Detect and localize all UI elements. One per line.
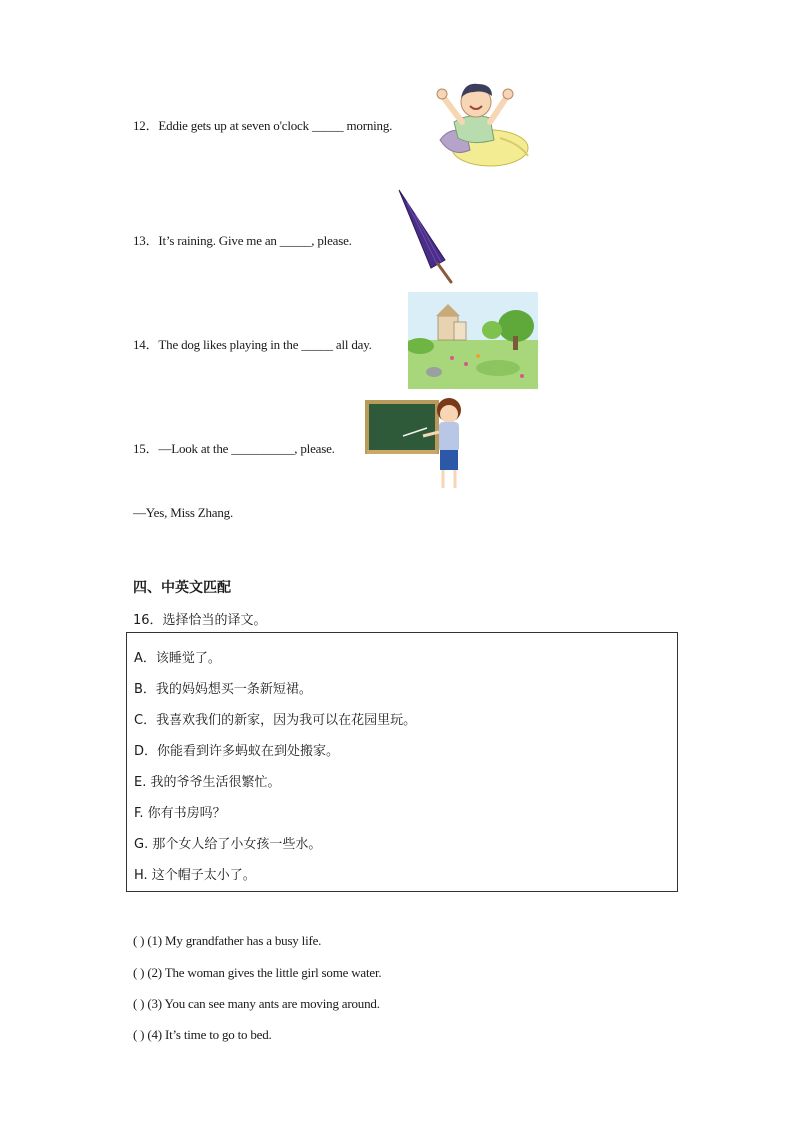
options-box xyxy=(126,632,678,892)
question-text: —Look at the __________, please. xyxy=(158,441,335,456)
match-row-1 xyxy=(133,933,321,949)
question-number: 15． xyxy=(133,441,159,456)
match-text: (3) You can see many ants are moving around. xyxy=(147,996,380,1011)
boy-waking-up-icon xyxy=(430,78,535,174)
match-row-4 xyxy=(133,1027,272,1043)
question-16-prompt: 16．选择恰当的译文。 xyxy=(133,613,267,628)
park-icon xyxy=(408,292,538,389)
match-text: (1) My grandfather has a busy life. xyxy=(147,933,322,948)
question-number: 14． xyxy=(133,337,159,352)
question-number: 13． xyxy=(133,233,159,248)
question-12 xyxy=(133,115,392,134)
answer-bracket[interactable]: ( ) xyxy=(133,965,145,980)
question-text: It’s raining. Give me an _____, please. xyxy=(158,233,352,248)
answer-bracket[interactable]: ( ) xyxy=(133,996,145,1011)
option-e: E. 我的爷爷生活很繁忙。 xyxy=(134,775,281,790)
question-text: The dog likes playing in the _____ all day. xyxy=(158,337,372,352)
question-number: 12． xyxy=(133,118,159,133)
match-text: (4) It’s time to go to bed. xyxy=(147,1027,272,1042)
q15-reply: —Yes, Miss Zhang. xyxy=(133,505,234,520)
option-a: A．该睡觉了。 xyxy=(134,651,221,666)
match-row-2 xyxy=(133,965,381,981)
match-row-3 xyxy=(133,996,380,1012)
option-g: G. 那个女人给了小女孩一些水。 xyxy=(134,837,322,852)
umbrella-icon xyxy=(395,186,457,286)
section-title: 四、中英文匹配 xyxy=(133,580,231,596)
option-b: B．我的妈妈想买一条新短裙。 xyxy=(134,682,312,697)
option-f: F. 你有书房吗？ xyxy=(134,806,226,821)
question-text: Eddie gets up at seven o'clock _____ morning. xyxy=(158,118,393,133)
answer-bracket[interactable]: ( ) xyxy=(133,933,145,948)
question-14 xyxy=(133,334,372,353)
option-h: H. 这个帽子太小了。 xyxy=(134,868,256,883)
teacher-blackboard-icon xyxy=(365,392,473,494)
option-d: D．你能看到许多蚂蚁在到处搬家。 xyxy=(134,744,340,759)
question-15 xyxy=(133,438,335,457)
answer-bracket[interactable]: ( ) xyxy=(133,1027,145,1042)
match-text: (2) The woman gives the little girl some water. xyxy=(147,965,382,980)
question-13 xyxy=(133,230,352,249)
option-c: C．我喜欢我们的新家，因为我可以在花园里玩。 xyxy=(134,713,417,728)
